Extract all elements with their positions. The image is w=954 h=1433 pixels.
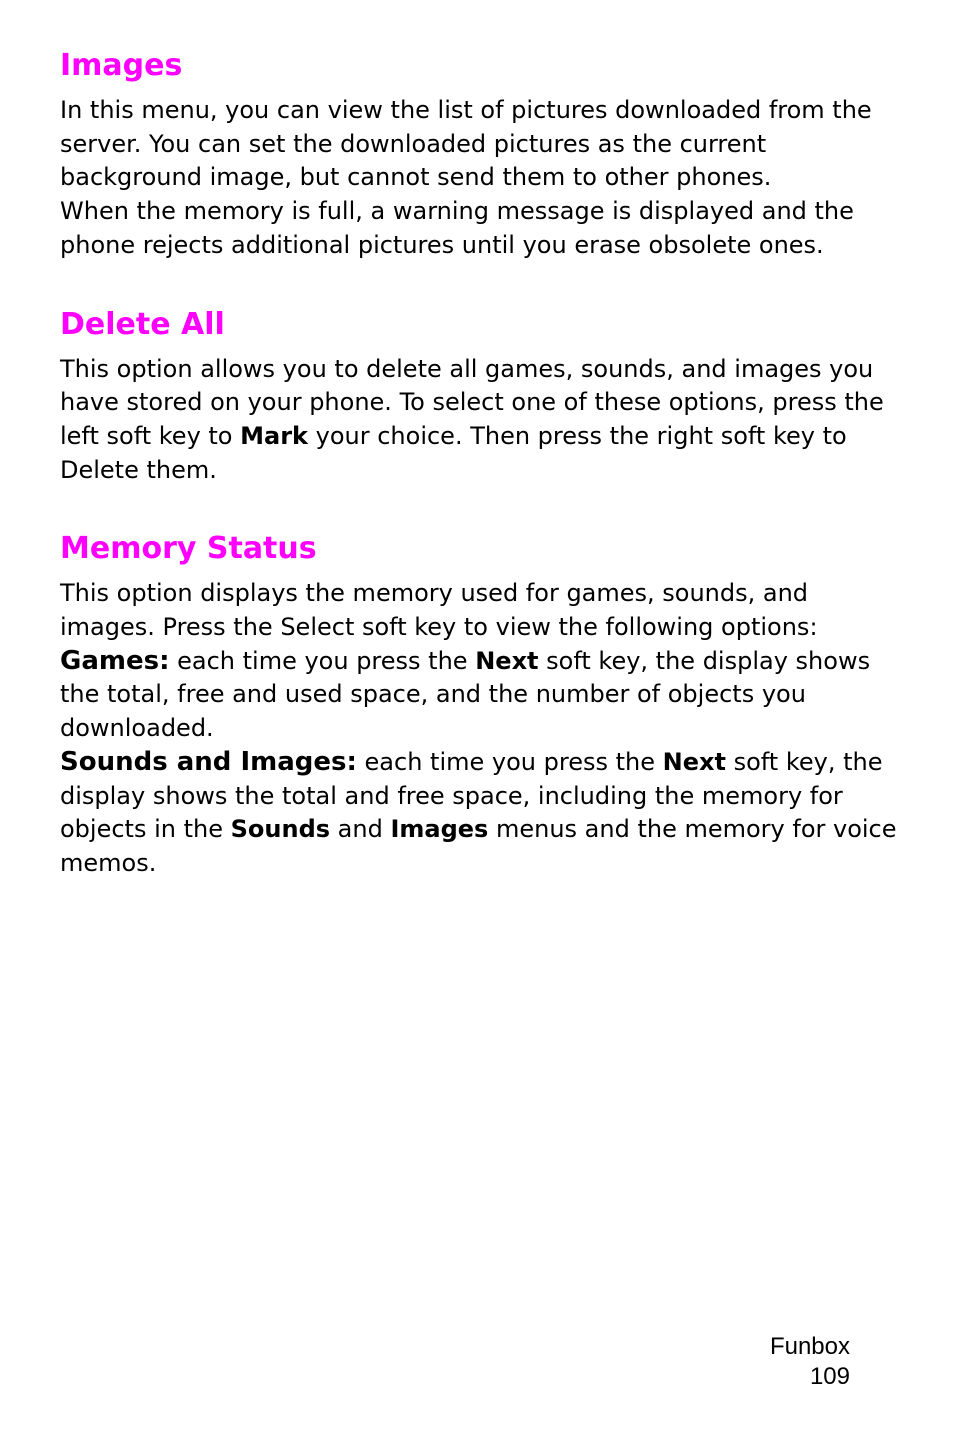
sounds-images-next-keyword: Next xyxy=(662,747,726,776)
heading-memory-status: Memory Status xyxy=(60,531,317,567)
section-images xyxy=(60,48,900,263)
section-delete-all xyxy=(60,307,900,488)
page-number: 109 xyxy=(809,1363,850,1390)
images-paragraph-1: In this menu, you can view the list of pictures downloaded from the server. You can set the downloaded pictures as the current background image, but cannot send them to other phones. xyxy=(60,96,872,192)
delete-all-paragraph xyxy=(60,353,900,488)
heading-images: Images xyxy=(60,48,183,83)
sounds-images-text-4: menus and the memory for voice memos. xyxy=(60,815,897,877)
sounds-keyword: Sounds xyxy=(230,815,331,844)
sounds-images-text-3: and xyxy=(330,815,391,844)
games-text-2: soft key, the display shows the total, free and used space, and the number of objects you downloaded. xyxy=(60,646,871,743)
games-next-keyword: Next xyxy=(475,646,539,675)
sounds-images-paragraph xyxy=(60,746,900,881)
chapter-name: Funbox xyxy=(769,1333,850,1360)
games-paragraph xyxy=(60,645,900,746)
sounds-images-text-2: soft key, the display shows the total and free space, including the memory for objects in the xyxy=(60,747,883,844)
delete-all-text-2: your choice. Then press the right soft key to Delete them. xyxy=(60,421,847,484)
section-memory-status xyxy=(60,531,900,880)
memory-status-intro: This option displays the memory used for games, sounds, and images. Press the Select soft key to view the following options: xyxy=(60,579,818,642)
images-paragraph-2: When the memory is full, a warning message is displayed and the phone rejects additional pictures until you erase obsolete ones. xyxy=(60,197,854,259)
mark-keyword: Mark xyxy=(240,421,308,450)
images-keyword: Images xyxy=(390,815,489,844)
page-footer xyxy=(770,1332,850,1392)
heading-delete-all: Delete All xyxy=(60,306,225,342)
sounds-images-text-1: each time you press the xyxy=(356,747,663,776)
delete-all-text-1: This option allows you to delete all games, sounds, and images you have stored on your phone. To select one of these options, press the left soft key to xyxy=(60,354,884,450)
page-content xyxy=(60,48,900,925)
sounds-images-label: Sounds and Images: xyxy=(60,746,357,777)
games-text-1: each time you press the xyxy=(169,646,476,675)
games-label: Games: xyxy=(60,645,170,676)
